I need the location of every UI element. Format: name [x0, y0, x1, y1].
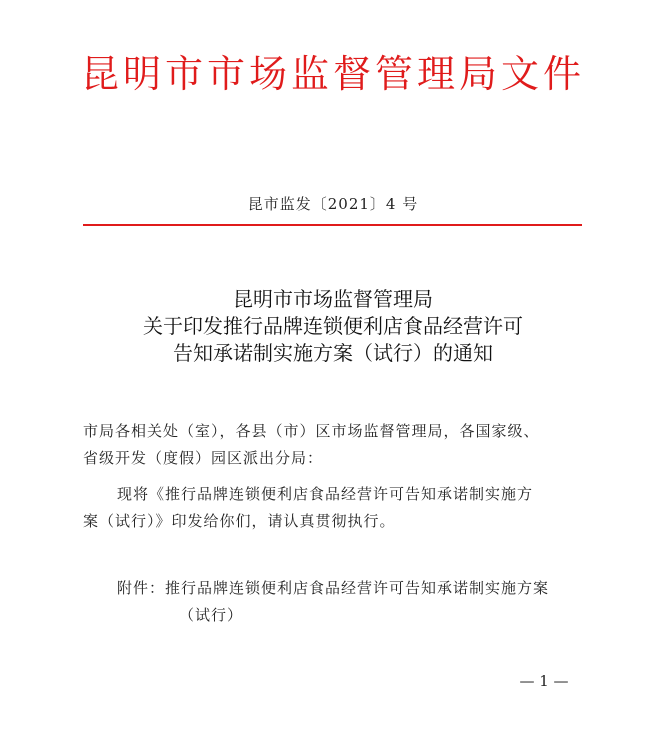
attachment-note — [117, 575, 587, 629]
paragraph-line-2: 案（试行）》印发给你们，请认真贯彻执行。 — [83, 512, 396, 530]
salutation-line-2: 省级开发（度假）园区派出分局： — [83, 449, 324, 467]
title-line-1: 昆明市市场监督管理局 — [233, 287, 433, 311]
document-title — [0, 286, 666, 367]
title-line-3: 告知承诺制实施方案（试行）的通知 — [173, 341, 493, 365]
red-divider-line — [83, 224, 582, 226]
organization-header: 昆明市市场监督管理局文件 — [80, 52, 585, 96]
main-paragraph — [83, 481, 583, 535]
page-number: — 1 — — [519, 672, 569, 690]
salutation — [83, 418, 583, 472]
attachment-line-1: 附件：推行品牌连锁便利店食品经营许可告知承诺制实施方案 — [117, 579, 550, 597]
paragraph-line-1: 现将《推行品牌连锁便利店食品经营许可告知承诺制实施方 — [117, 485, 534, 503]
salutation-line-1: 市局各相关处（室），各县（市）区市场监督管理局，各国家级、 — [83, 422, 540, 440]
document-number: 昆市监发〔2021〕4 号 — [247, 195, 419, 213]
title-line-2: 关于印发推行品牌连锁便利店食品经营许可 — [143, 314, 523, 338]
attachment-line-2: （试行） — [179, 606, 244, 624]
